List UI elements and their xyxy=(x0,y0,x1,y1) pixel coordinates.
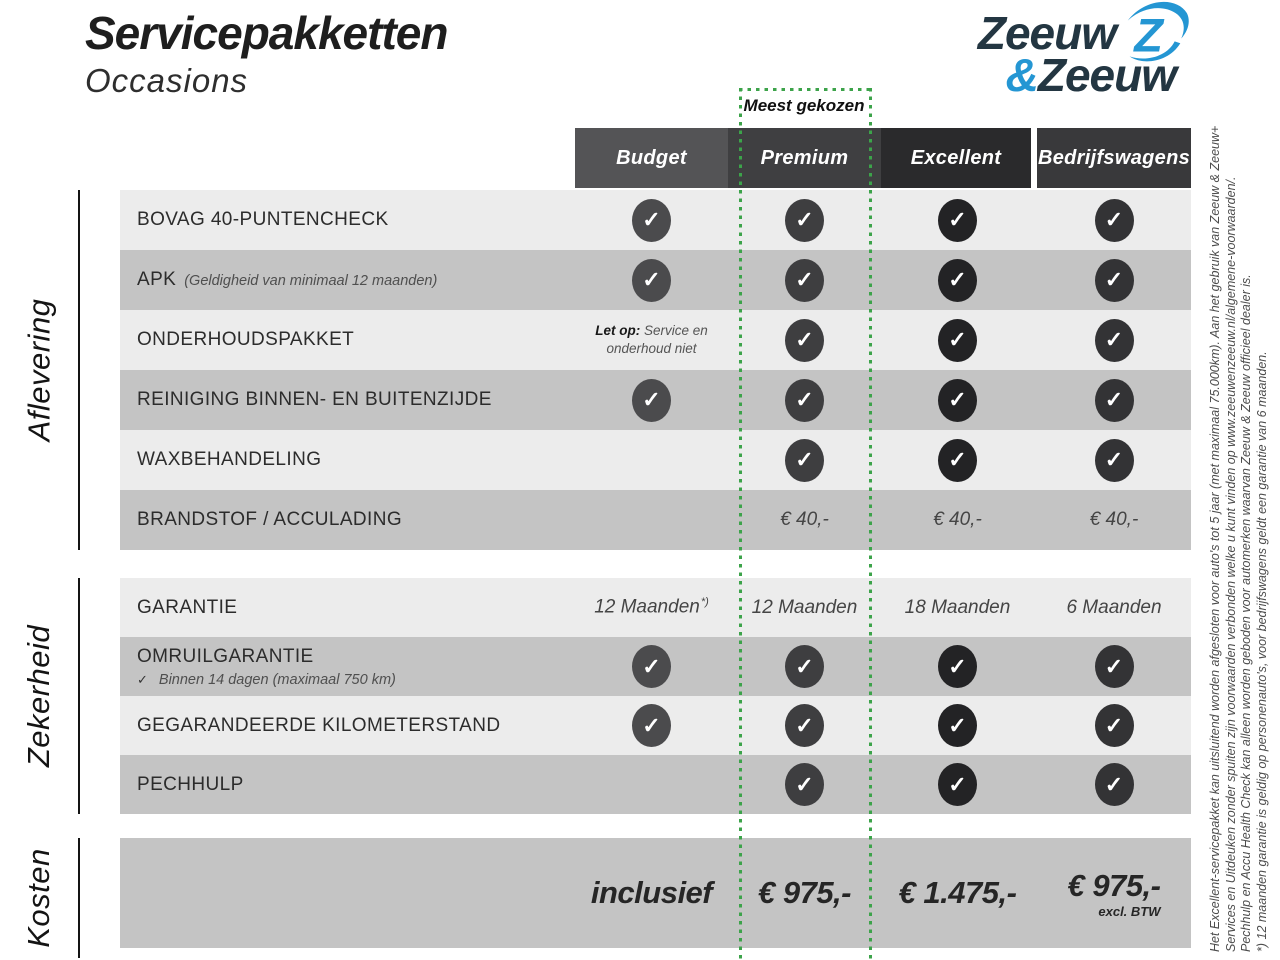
check-icon: ✓ xyxy=(938,199,977,242)
table-row xyxy=(120,190,1191,250)
row-note: (Geldigheid van minimaal 12 maanden) xyxy=(184,273,438,289)
cell-bedrijfswagens xyxy=(1037,578,1191,637)
row-title: PECHHULP xyxy=(137,773,244,795)
cell-excellent xyxy=(881,755,1034,814)
row-label xyxy=(137,250,437,310)
cell-premium xyxy=(728,310,881,370)
section-divider-line xyxy=(78,838,80,958)
logo-ampersand: & xyxy=(1005,49,1038,101)
row-title: BOVAG 40-PUNTENCHECK xyxy=(137,209,389,230)
column-header-bedrijfswagens: Bedrijfswagens xyxy=(1037,128,1191,188)
most-chosen-top-dotted-border xyxy=(739,88,872,91)
column-header-excellent: Excellent xyxy=(881,128,1031,188)
check-icon: ✓ xyxy=(1095,319,1134,362)
cell-excellent xyxy=(881,696,1034,755)
cell-budget xyxy=(575,250,728,310)
table-row xyxy=(120,490,1191,550)
column-header-budget: Budget xyxy=(575,128,728,188)
check-icon: ✓ xyxy=(632,645,671,688)
section-label-zekerheid: Zekerheid xyxy=(21,624,57,768)
row-title: WAXBEHANDELING xyxy=(137,449,322,470)
cell-budget xyxy=(575,430,728,490)
check-icon: ✓ xyxy=(938,645,977,688)
column-header-premium: Premium xyxy=(728,128,881,188)
section-divider-line xyxy=(78,190,80,550)
cell-value: € 40,- xyxy=(780,509,829,530)
cell-premium xyxy=(728,838,881,948)
check-icon: ✓ xyxy=(785,645,824,688)
cell-budget xyxy=(575,490,728,550)
price-value: € 1.475,- xyxy=(898,875,1017,910)
title-block xyxy=(85,6,447,100)
cell-bedrijfswagens xyxy=(1037,190,1191,250)
cell-bedrijfswagens xyxy=(1037,637,1191,696)
table-row xyxy=(120,838,1191,948)
check-icon: ✓ xyxy=(785,763,824,806)
cell-premium xyxy=(728,755,881,814)
cell-budget xyxy=(575,310,728,370)
cell-value: € 40,- xyxy=(1089,509,1139,530)
check-icon: ✓ xyxy=(632,259,671,302)
check-icon: ✓ xyxy=(785,704,824,747)
svg-text:Z: Z xyxy=(1134,8,1163,62)
check-icon: ✓ xyxy=(1095,439,1134,482)
section-divider-line xyxy=(78,578,80,814)
cell-bedrijfswagens xyxy=(1037,310,1191,370)
cell-value: 18 Maanden xyxy=(904,596,1011,618)
row-title: OMRUILGARANTIE xyxy=(137,645,314,667)
cell-excellent xyxy=(881,430,1034,490)
table-row xyxy=(120,578,1191,637)
cell-excellent xyxy=(881,190,1034,250)
cell-value: 12 Maanden*) xyxy=(594,596,709,618)
cell-excellent xyxy=(881,490,1034,550)
disclaimer-line: *) 12 maanden garantie is geldig op personenauto's, voor bedrijfswagens geldt een garantie van 6 maanden. xyxy=(1254,351,1269,952)
cell-excellent xyxy=(881,838,1034,948)
cell-bedrijfswagens xyxy=(1037,430,1191,490)
cell-bedrijfswagens xyxy=(1037,755,1191,814)
check-icon: ✓ xyxy=(785,199,824,242)
budget-warning-note: Let op: Service en onderhoud niet xyxy=(595,322,708,356)
cell-value: 12 Maanden xyxy=(751,596,858,618)
logo-word-1: Zeeuw xyxy=(977,7,1116,59)
cell-budget xyxy=(575,755,728,814)
check-icon: ✓ xyxy=(938,439,977,482)
row-label xyxy=(137,430,321,490)
check-icon: ✓ xyxy=(785,379,824,422)
row-title: ONDERHOUDSPAKKET xyxy=(137,329,355,350)
check-icon: ✓ xyxy=(1095,763,1134,806)
check-icon: ✓ xyxy=(938,763,977,806)
cell-budget xyxy=(575,578,728,637)
section-label-aflevering: Aflevering xyxy=(21,298,57,442)
cell-value: 6 Maanden xyxy=(1066,596,1162,618)
table-row xyxy=(120,310,1191,370)
row-label xyxy=(137,370,492,430)
row-label xyxy=(137,578,237,637)
row-title: REINIGING BINNEN- EN BUITENZIJDE xyxy=(137,389,492,410)
cell-premium xyxy=(728,250,881,310)
table-row xyxy=(120,637,1191,696)
price-value: € 975,- xyxy=(757,875,851,910)
check-icon: ✓ xyxy=(1095,379,1134,422)
disclaimer-text xyxy=(1208,124,1270,952)
logo-word-2: Zeeuw xyxy=(1037,49,1176,101)
cell-budget xyxy=(575,838,728,948)
check-icon: ✓ xyxy=(785,439,824,482)
row-label xyxy=(137,637,396,696)
table-row xyxy=(120,370,1191,430)
row-title: GEGARANDEERDE KILOMETERSTAND xyxy=(137,714,501,736)
cell-premium xyxy=(728,370,881,430)
cell-bedrijfswagens xyxy=(1037,490,1191,550)
check-icon: ✓ xyxy=(938,379,977,422)
disclaimer-line: Pechhulp en Accu Health Check kan alleen worden geboden voor automerken waarvan Zeeuw & Zeeuw officieel dealer is. xyxy=(1239,274,1253,952)
section-label-kosten: Kosten xyxy=(21,848,57,948)
cell-budget xyxy=(575,696,728,755)
check-icon: ✓ xyxy=(1095,259,1134,302)
price-value: € 975,- xyxy=(1067,867,1161,903)
row-label xyxy=(137,190,389,250)
cell-premium xyxy=(728,637,881,696)
price-subtext: excl. BTW xyxy=(1098,903,1161,919)
page-title: Servicepakketten xyxy=(85,7,448,59)
cell-premium xyxy=(728,696,881,755)
cell-premium xyxy=(728,430,881,490)
zeeuw-en-zeeuw-logo xyxy=(955,4,1190,102)
price-value: inclusief xyxy=(590,875,713,910)
table-row xyxy=(120,696,1191,755)
check-icon: ✓ xyxy=(938,319,977,362)
cell-excellent xyxy=(881,578,1034,637)
check-icon: ✓ xyxy=(1095,199,1134,242)
row-subnote: ✓ Binnen 14 dagen (maximaal 750 km) xyxy=(137,671,396,688)
check-icon: ✓ xyxy=(1095,645,1134,688)
cell-premium xyxy=(728,578,881,637)
most-chosen-right-dotted-border xyxy=(869,88,872,960)
cell-bedrijfswagens xyxy=(1037,250,1191,310)
table-row xyxy=(120,250,1191,310)
check-icon: ✓ xyxy=(632,379,671,422)
check-icon: ✓ xyxy=(785,319,824,362)
row-label xyxy=(137,490,402,550)
check-icon: ✓ xyxy=(938,259,977,302)
cell-excellent xyxy=(881,310,1034,370)
cell-excellent xyxy=(881,250,1034,310)
disclaimer-line: Services en Uitdeuken zonder spuiten zijn voorwaarden verbonden welke u kunt vinden op www.zeeuwenzeeuw.nl/algemene-voorwaarden/. xyxy=(1223,176,1238,952)
row-title: APK xyxy=(137,269,177,290)
check-icon: ✓ xyxy=(632,704,671,747)
cell-bedrijfswagens xyxy=(1037,696,1191,755)
check-glyph: ✓ xyxy=(137,671,148,687)
cell-premium xyxy=(728,190,881,250)
cell-bedrijfswagens xyxy=(1037,838,1191,948)
cell-excellent xyxy=(881,637,1034,696)
row-label xyxy=(137,310,354,370)
cell-budget xyxy=(575,637,728,696)
check-icon: ✓ xyxy=(1095,704,1134,747)
check-icon: ✓ xyxy=(632,199,671,242)
cell-budget xyxy=(575,370,728,430)
row-title: BRANDSTOF / ACCULADING xyxy=(137,509,402,530)
cell-value: € 40,- xyxy=(933,509,982,530)
page-subtitle: Occasions xyxy=(85,62,249,99)
most-chosen-badge: Meest gekozen xyxy=(743,96,865,115)
table-row xyxy=(120,430,1191,490)
row-title: GARANTIE xyxy=(137,596,238,618)
disclaimer-line: Het Excellent-servicepakket kan uitsluitend worden afgesloten voor auto's tot 5 jaar (met maximaal 75.000km). Aan het gebruik van Zeeuw & Zeeuw+ xyxy=(1208,125,1222,952)
cell-excellent xyxy=(881,370,1034,430)
row-label xyxy=(137,755,244,814)
row-label xyxy=(137,696,500,755)
check-icon: ✓ xyxy=(938,704,977,747)
check-icon: ✓ xyxy=(785,259,824,302)
cell-budget xyxy=(575,190,728,250)
cell-premium xyxy=(728,490,881,550)
cell-bedrijfswagens xyxy=(1037,370,1191,430)
most-chosen-left-dotted-border xyxy=(739,88,742,960)
table-row xyxy=(120,755,1191,814)
